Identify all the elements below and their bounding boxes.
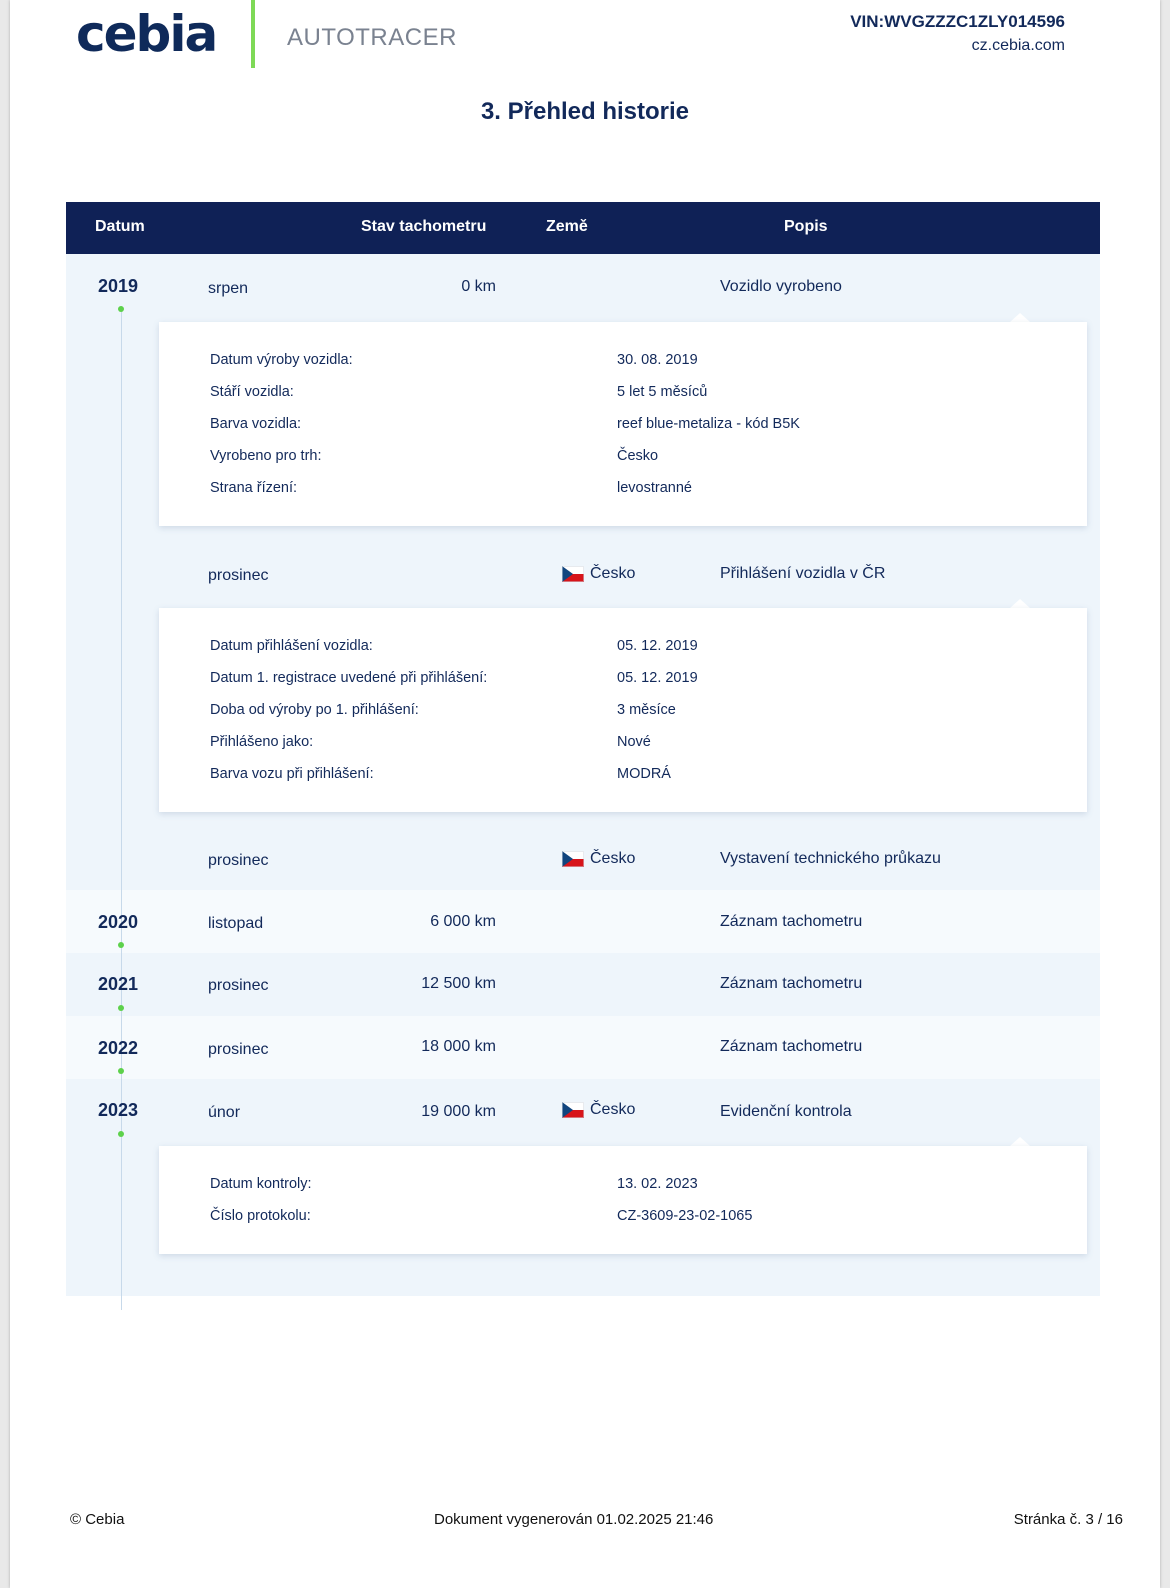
year-label: 2021 bbox=[98, 974, 139, 994]
detail-label: Stáří vozidla: bbox=[210, 384, 294, 400]
czech-flag-icon bbox=[562, 566, 584, 582]
detail-value: MODRÁ bbox=[617, 766, 671, 782]
detail-label: Datum 1. registrace uvedené při přihlášení: bbox=[210, 670, 488, 686]
report-page bbox=[10, 0, 1160, 1588]
year-label: 2022 bbox=[98, 1038, 139, 1058]
header-country: Země bbox=[546, 218, 588, 235]
row-month: srpen bbox=[208, 280, 249, 297]
row-month: listopad bbox=[208, 915, 264, 932]
row-description: Vozidlo vyrobeno bbox=[720, 278, 842, 295]
detail-label: Číslo protokolu: bbox=[210, 1208, 311, 1224]
footer-page-number: Stránka č. 3 / 16 bbox=[1013, 1511, 1123, 1528]
detail-label: Přihlášeno jako: bbox=[210, 734, 314, 750]
year-label: 2020 bbox=[98, 912, 139, 932]
row-description: Přihlášení vozidla v ČR bbox=[720, 565, 886, 582]
timeline-line bbox=[121, 306, 122, 1310]
row-country bbox=[562, 1101, 635, 1119]
detail-value: 13. 02. 2023 bbox=[617, 1176, 698, 1192]
detail-label: Doba od výroby po 1. přihlášení: bbox=[210, 702, 419, 718]
row-description: Vystavení technického průkazu bbox=[720, 850, 941, 867]
row-description: Záznam tachometru bbox=[720, 1038, 863, 1055]
row-country bbox=[562, 850, 635, 868]
detail-value: 5 let 5 měsíců bbox=[617, 384, 708, 400]
detail-value: reef blue-metaliza - kód B5K bbox=[617, 416, 800, 432]
row-country bbox=[562, 565, 635, 583]
inspection-details-card bbox=[159, 1146, 1087, 1254]
detail-value: 3 měsíce bbox=[617, 702, 676, 718]
registration-details-card bbox=[159, 608, 1087, 812]
detail-value: Nové bbox=[617, 734, 651, 750]
row-month: prosinec bbox=[208, 567, 269, 584]
row-description: Záznam tachometru bbox=[720, 975, 863, 992]
detail-label: Datum kontroly: bbox=[210, 1176, 312, 1192]
row-odometer: 12 500 km bbox=[421, 975, 496, 992]
row-month: prosinec bbox=[208, 977, 269, 994]
row-description: Evidenční kontrola bbox=[720, 1103, 852, 1120]
production-details-card bbox=[159, 322, 1087, 526]
detail-value: 05. 12. 2019 bbox=[617, 670, 698, 686]
country-name: Česko bbox=[590, 565, 636, 582]
row-odometer: 0 km bbox=[461, 278, 496, 295]
row-odometer: 6 000 km bbox=[430, 913, 496, 930]
czech-flag-icon bbox=[562, 1102, 584, 1118]
timeline-dot bbox=[118, 1005, 124, 1011]
row-odometer: 19 000 km bbox=[421, 1103, 496, 1120]
timeline-dot bbox=[118, 1068, 124, 1074]
card-pointer bbox=[1010, 1137, 1030, 1146]
timeline-dot bbox=[118, 306, 124, 312]
product-name: AUTOTRACER bbox=[287, 24, 457, 51]
year-label: 2019 bbox=[98, 276, 139, 296]
vin-number: VIN:WVGZZZC1ZLY014596 bbox=[850, 12, 1065, 31]
timeline-dot bbox=[118, 1131, 124, 1137]
row-odometer: 18 000 km bbox=[421, 1038, 496, 1055]
detail-label: Strana řízení: bbox=[210, 480, 298, 496]
czech-flag-icon bbox=[562, 851, 584, 867]
detail-label: Barva vozidla: bbox=[210, 416, 302, 432]
site-link[interactable]: cz.cebia.com bbox=[971, 37, 1065, 54]
detail-label: Datum výroby vozidla: bbox=[210, 352, 353, 368]
detail-label: Vyrobeno pro trh: bbox=[210, 448, 322, 464]
card-pointer bbox=[1010, 313, 1030, 322]
header-odometer: Stav tachometru bbox=[361, 218, 487, 235]
cebia-logo: cebia bbox=[76, 5, 217, 63]
header-date: Datum bbox=[95, 218, 145, 235]
country-name: Česko bbox=[590, 850, 636, 867]
detail-value: 30. 08. 2019 bbox=[617, 352, 698, 368]
detail-value: 05. 12. 2019 bbox=[617, 638, 698, 654]
detail-label: Barva vozu při přihlášení: bbox=[210, 766, 374, 782]
year-label: 2023 bbox=[98, 1100, 139, 1120]
footer-generated-date: Dokument vygenerován 01.02.2025 21:46 bbox=[434, 1511, 714, 1528]
timeline-dot bbox=[118, 942, 124, 948]
row-month: únor bbox=[208, 1104, 241, 1121]
row-month: prosinec bbox=[208, 852, 269, 869]
row-month: prosinec bbox=[208, 1041, 269, 1058]
detail-value: levostranné bbox=[617, 480, 692, 496]
header-description: Popis bbox=[784, 218, 828, 235]
country-name: Česko bbox=[590, 1101, 636, 1118]
detail-value: CZ-3609-23-02-1065 bbox=[617, 1208, 753, 1224]
detail-value: Česko bbox=[617, 448, 659, 464]
logo-divider bbox=[251, 0, 255, 68]
table-header bbox=[66, 202, 1100, 254]
page-title: 3. Přehled historie bbox=[480, 98, 690, 125]
card-pointer bbox=[1010, 599, 1030, 608]
row-description: Záznam tachometru bbox=[720, 913, 863, 930]
detail-label: Datum přihlášení vozidla: bbox=[210, 638, 373, 654]
footer-copyright: © Cebia bbox=[70, 1511, 125, 1528]
